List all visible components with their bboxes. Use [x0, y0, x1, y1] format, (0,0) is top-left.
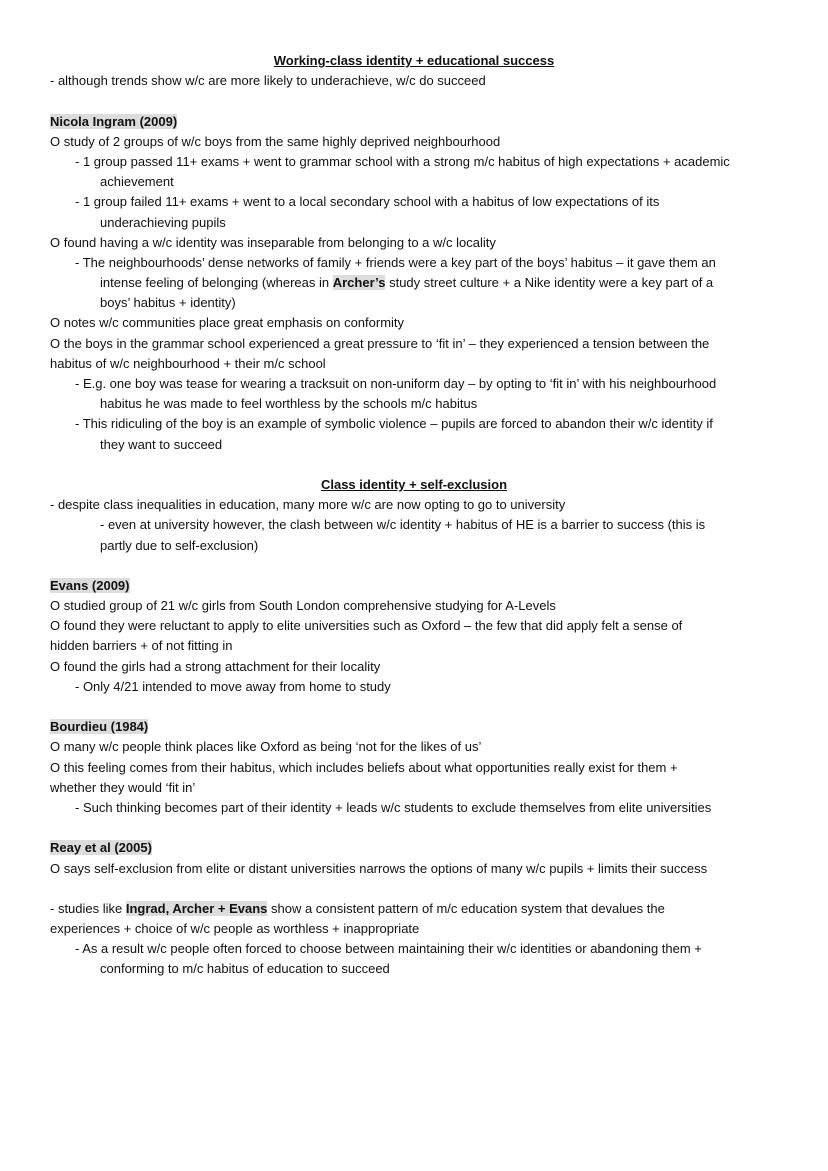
text-line	[0, 939, 828, 959]
text-line	[0, 233, 828, 253]
text-line	[0, 879, 828, 899]
text-segment: - despite class inequalities in education, many more w/c are now opting to go to university	[50, 497, 566, 513]
text-line	[0, 71, 828, 91]
text-segment: they want to succeed	[100, 436, 223, 452]
text-line	[0, 657, 828, 677]
text-segment: O this feeling comes from their habitus, which includes beliefs about what opportunities really exist for them +	[50, 759, 678, 775]
text-segment: O found having a w/c identity was inseparable from belonging to a w/c locality	[50, 234, 496, 250]
document-page	[0, 51, 828, 980]
text-line	[0, 293, 828, 313]
text-segment: - 1 group passed 11+ exams + went to grammar school with a strong m/c habitus of high expectations + academic	[75, 153, 730, 169]
text-segment: conforming to m/c habitus of education to succeed	[100, 961, 390, 977]
highlighted-name: Nicola Ingram (2009)	[50, 113, 178, 129]
text-segment: - 1 group failed 11+ exams + went to a local secondary school with a habitus of low expectations of its	[75, 194, 660, 210]
highlighted-name: Bourdieu (1984)	[50, 719, 149, 735]
text-segment: boys’ habitus + identity)	[100, 295, 236, 311]
text-line	[0, 91, 828, 111]
text-segment: show a consistent pattern of m/c education system that devalues the	[267, 900, 665, 916]
text-line	[0, 313, 828, 333]
text-line	[0, 414, 828, 434]
heading-text: Class identity + self-exclusion	[320, 476, 508, 492]
text-segment: - The neighbourhoods’ dense networks of family + friends were a key part of the boys’ habitus – it gave them an	[75, 254, 716, 270]
text-line	[0, 616, 828, 636]
text-line	[0, 515, 828, 535]
text-line	[0, 152, 828, 172]
text-segment: partly due to self-exclusion)	[100, 537, 259, 553]
text-line	[0, 132, 828, 152]
text-segment: O many w/c people think places like Oxford as being ‘not for the likes of us’	[50, 739, 482, 755]
text-segment: hidden barriers + of not fitting in	[50, 638, 233, 654]
text-line	[0, 435, 828, 455]
text-segment: - This ridiculing of the boy is an example of symbolic violence – pupils are forced to abandon their w/c identity if	[75, 416, 713, 432]
text-segment: O found they were reluctant to apply to elite universities such as Oxford – the few that did apply felt a sense of	[50, 618, 683, 634]
text-segment: - even at university however, the clash between w/c identity + habitus of HE is a barrier to success (this is	[100, 517, 706, 533]
text-line	[0, 798, 828, 818]
text-line	[0, 112, 828, 132]
text-segment: achievement	[100, 174, 174, 190]
text-line	[0, 394, 828, 414]
text-line	[0, 838, 828, 858]
text-line	[0, 677, 828, 697]
text-segment: experiences + choice of w/c people as worthless + inappropriate	[50, 921, 420, 937]
text-segment: O found the girls had a strong attachment for their locality	[50, 658, 381, 674]
text-line	[0, 717, 828, 737]
text-segment: habitus of w/c neighbourhood + their m/c school	[50, 355, 326, 371]
text-segment: - Such thinking becomes part of their identity + leads w/c students to exclude themselves from elite universities	[75, 799, 712, 815]
text-line	[0, 172, 828, 192]
text-segment: O studied group of 21 w/c girls from South London comprehensive studying for A-Levels	[50, 598, 556, 614]
text-line	[0, 899, 828, 919]
text-line	[0, 556, 828, 576]
highlighted-name: Evans (2009)	[50, 577, 130, 593]
text-line	[0, 778, 828, 798]
text-segment: whether they would ‘fit in’	[50, 779, 196, 795]
text-line	[0, 374, 828, 394]
text-segment: O study of 2 groups of w/c boys from the same highly deprived neighbourhood	[50, 133, 501, 149]
text-segment: - although trends show w/c are more likely to underachieve, w/c do succeed	[50, 73, 486, 89]
text-segment: intense feeling of belonging (whereas in	[100, 275, 333, 291]
text-line	[0, 334, 828, 354]
text-line	[0, 737, 828, 757]
text-line	[0, 636, 828, 656]
text-line	[0, 919, 828, 939]
text-segment: - studies like	[50, 900, 126, 916]
section-heading	[0, 475, 828, 495]
text-line	[0, 596, 828, 616]
text-line	[0, 959, 828, 979]
text-line	[0, 192, 828, 212]
section-heading	[0, 51, 828, 71]
highlighted-name: Reay et al (2005)	[50, 840, 152, 856]
text-line	[0, 253, 828, 273]
text-line	[0, 273, 828, 293]
text-line	[0, 455, 828, 475]
text-line	[0, 697, 828, 717]
text-segment: habitus he was made to feel worthless by the schools m/c habitus	[100, 396, 478, 412]
text-segment: O says self-exclusion from elite or distant universities narrows the options of many w/c pupils + limits their success	[50, 860, 708, 876]
text-line	[0, 859, 828, 879]
text-line	[0, 758, 828, 778]
text-line	[0, 495, 828, 515]
text-segment: study street culture + a Nike identity were a key part of a	[385, 275, 714, 291]
text-line	[0, 818, 828, 838]
highlighted-name: Ingrad, Archer + Evans	[125, 900, 268, 916]
text-line	[0, 354, 828, 374]
text-line	[0, 536, 828, 556]
text-segment: - As a result w/c people often forced to choose between maintaining their w/c identities or abandoning them +	[75, 941, 702, 957]
heading-text: Working-class identity + educational success	[273, 53, 555, 68]
text-segment: underachieving pupils	[100, 214, 226, 230]
text-segment: - Only 4/21 intended to move away from home to study	[75, 678, 391, 694]
text-line	[0, 576, 828, 596]
highlighted-name: Archer’s	[332, 275, 386, 291]
text-segment: O the boys in the grammar school experienced a great pressure to ‘fit in’ – they experienced a tension between the	[50, 335, 710, 351]
text-line	[0, 213, 828, 233]
text-segment: - E.g. one boy was tease for wearing a tracksuit on non-uniform day – by opting to ‘fit in’ with his neighbourhood	[75, 376, 717, 391]
text-segment: O notes w/c communities place great emphasis on conformity	[50, 315, 405, 331]
